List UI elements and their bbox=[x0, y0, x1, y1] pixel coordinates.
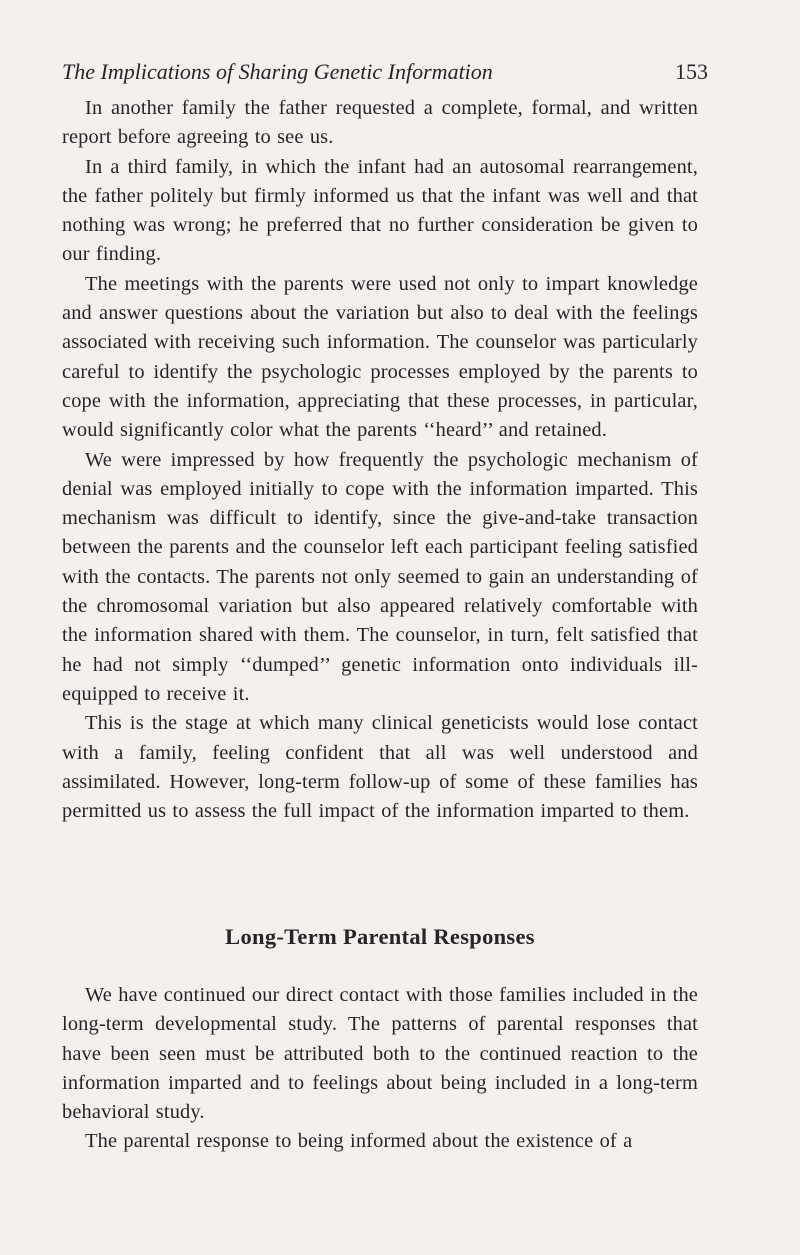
paragraph: The meetings with the parents were used not only to impart knowledge and answer questions about the variation but also to deal with the feelings associated with receiving such information. The counselor was particularly careful to identify the psychologic processes employed by the parents to cope with the information, appreciating that these processes, in particular, would significantly color what the parents ‘‘heard’’ and retained. bbox=[62, 272, 698, 442]
paragraph: In a third family, in which the infant had an autosomal rearrangement, the father politely but firmly informed us that the infant was well and that nothing was wrong; he preferred that no further consideration be given to our finding. bbox=[62, 155, 698, 266]
paragraph: In another family the father requested a complete, formal, and written report before agreeing to see us. bbox=[62, 97, 698, 149]
section-heading: Long-Term Parental Responses bbox=[225, 924, 535, 949]
paragraph: The parental response to being informed about the existence of a bbox=[85, 1130, 633, 1153]
section-body bbox=[62, 981, 698, 1157]
running-title: The Implications of Sharing Genetic Information bbox=[62, 59, 493, 84]
page-number: 153 bbox=[675, 59, 708, 84]
body-text bbox=[62, 94, 698, 826]
paragraph: We have continued our direct contact with those families included in the long-term developmental study. The patterns of parental responses that have been seen must be attributed both to the continued reaction to the information imparted and to feelings about being included in a long-term behavioral study. bbox=[62, 984, 698, 1124]
paragraph: This is the stage at which many clinical geneticists would lose contact with a family, feeling confident that all was well understood and assimilated. However, long-term follow-up of some of these families has permitted us to assess the full impact of the information imparted to them. bbox=[62, 712, 698, 823]
running-header bbox=[62, 56, 708, 88]
paragraph: We were impressed by how frequently the psychologic mechanism of denial was employed initially to cope with the information imparted. This mechanism was difficult to identify, since the give-and-take transaction between the parents and the counselor left each participant feeling satisfied with the contacts. The parents not only seemed to gain an understanding of the chromosomal variation but also appeared relatively comfortable with the information shared with them. The counselor, in turn, felt satisfied that he had not simply ‘‘dumped’’ genetic information onto individuals ill-equipped to receive it. bbox=[62, 448, 698, 705]
